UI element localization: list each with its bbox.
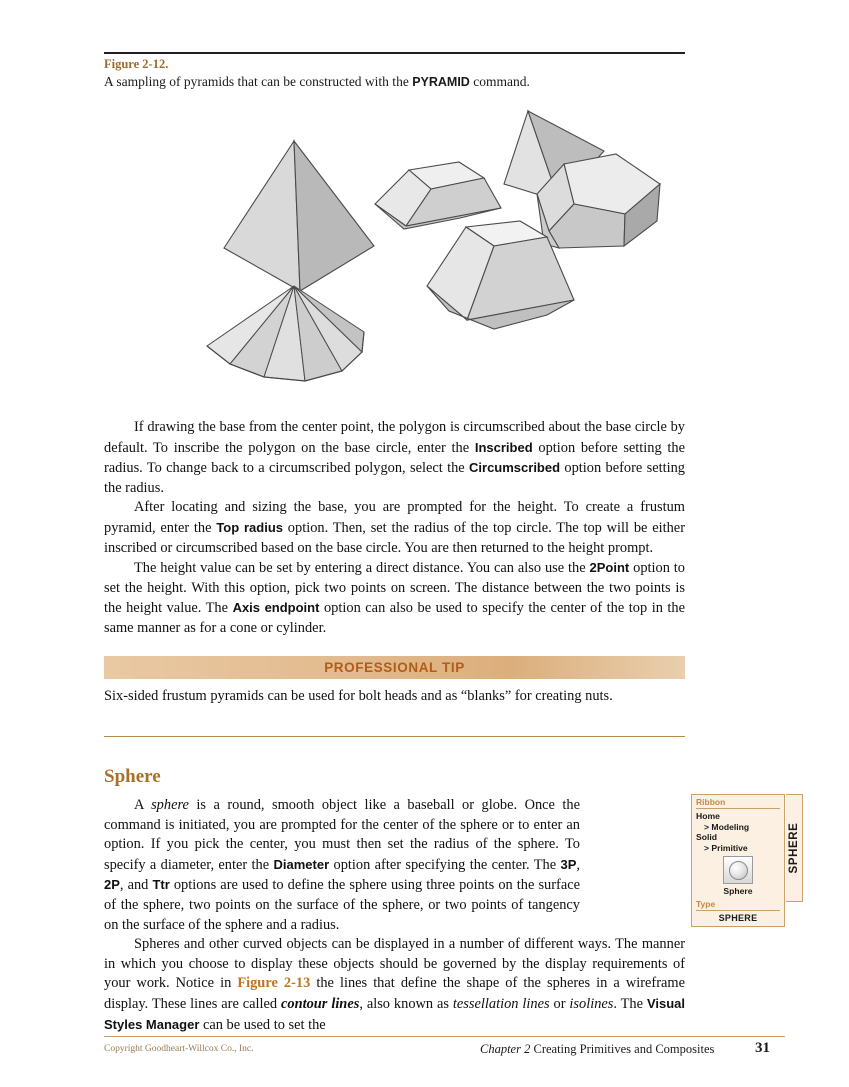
p3-option-2point: 2Point	[589, 560, 630, 576]
p1-option-circumscribed: Circumscribed	[469, 460, 561, 476]
sp2-seg-e: . The	[613, 995, 647, 1012]
body-paragraphs-sphere	[104, 796, 685, 1035]
ribbon-path-modeling: > Modeling	[704, 821, 750, 832]
sp2-seg-d: or	[549, 995, 570, 1012]
ribbon-callout	[691, 794, 785, 927]
paragraph-topradius	[104, 498, 685, 558]
ribbon-side-tab-label: SPHERE	[788, 822, 800, 874]
sphere-icon[interactable]	[723, 856, 753, 884]
sp2-term-contour-lines: contour lines	[281, 995, 360, 1012]
figure-caption-command: PYRAMID	[412, 75, 470, 89]
p3-seg-e: option can also be used to specify the center of the top in the same manner as for a cone or cylinder.	[104, 600, 685, 636]
paragraph-height	[104, 558, 685, 638]
figure-artwork-pyramids	[104, 96, 685, 396]
footer-chapter-title: Creating Primitives and Composites	[530, 1042, 715, 1056]
ribbon-command-name: SPHERE	[718, 913, 758, 923]
pyramid-polygonal-bottom-left	[207, 286, 364, 381]
ribbon-side-tab	[786, 794, 803, 902]
ribbon-callout-label: Ribbon	[696, 797, 726, 807]
p3-option-axisendpoint: Axis endpoint	[232, 600, 320, 616]
p1-seg-c: option before setting the radius. To change back to a circumscribed polygon, select the	[104, 439, 685, 477]
sp1-seg-b: is a round, smooth object like a baseball or globe. Once the command is initiated, you are prompted for the center of the sphere or to enter an option. If you pick the center, you must then set the radius of the sphere. To specify a diameter, enter the	[104, 797, 580, 873]
p1-seg-e: option before setting the radius.	[104, 460, 685, 496]
pyramid-frustum-upper-middle	[375, 162, 501, 229]
p2-seg-a: After locating and sizing the base, you are prompted for the height. To create a frustum pyramid, enter the	[104, 499, 685, 536]
sp1-option-2p: 2P	[104, 877, 120, 893]
figure-caption-prefix: A sampling of pyramids that can be constructed with the	[104, 74, 413, 89]
p3-seg-a: The height value can be set by entering a direct distance. You can also use the	[134, 560, 590, 577]
pyramid-tall-left	[224, 141, 374, 291]
sp1-seg-c3: , and	[119, 877, 153, 894]
sp2-seg-a: Spheres and other curved objects can be displayed in a number of different ways. The manner in which you choose to display these objects should be governed by the display requirements of your work. Notice in	[104, 936, 685, 992]
footer-rule	[104, 1036, 785, 1037]
sp2-term-isolines: isolines	[569, 995, 614, 1012]
p2-seg-c: option. Then, set the radius of the top circle. The top will be either inscribed or circumscribed based on the base circle. You are then returned to the height prompt.	[104, 519, 685, 556]
footer-copyright: Copyright Goodheart-Willcox Co., Inc.	[104, 1044, 254, 1054]
footer-chapter	[480, 1042, 714, 1057]
pyramids-svg	[104, 96, 685, 396]
sp1-option-3p: 3P	[560, 856, 577, 872]
sp1-seg-c2: ,	[576, 856, 580, 873]
sphere-icon-ball	[729, 861, 748, 880]
sp1-option-ttr: Ttr	[152, 877, 170, 893]
p1-option-inscribed: Inscribed	[474, 439, 533, 455]
sp1-seg-d: options are used to define the sphere using three points on the surface of the sphere, two points on the surface of the sphere, or two points of tangency on the surface of the sphere and a radius.	[104, 877, 580, 933]
professional-tip-text: Six-sided frustum pyramids can be used for bolt heads and as “blanks” for creating nuts.	[104, 688, 613, 704]
figure-number: Figure 2-12.	[104, 57, 169, 71]
sp1-seg-a: A	[134, 797, 152, 813]
footer-page-number: 31	[755, 1040, 770, 1056]
figure-caption-suffix: command.	[469, 74, 530, 89]
paragraph-inscribed	[104, 418, 685, 498]
professional-tip	[104, 656, 685, 707]
ribbon-callout-underline	[696, 808, 780, 809]
p1-seg-a: If drawing the base from the center point, the polygon is circumscribed about the base circle by default. To inscribe the polygon on the base circle, enter the	[104, 419, 685, 456]
sp1-seg-c: option after specifying the center. The	[329, 856, 561, 873]
ribbon-path-primitive: > Primitive	[704, 842, 748, 853]
sp2-seg-f: can be used to set the	[199, 1016, 326, 1033]
sp2-seg-c: , also known as	[359, 995, 453, 1012]
paragraph-sphere-display	[104, 935, 685, 1035]
figure-top-rule	[104, 52, 685, 54]
ribbon-type-underline	[696, 910, 780, 911]
figure-caption	[104, 56, 704, 91]
body-paragraphs-pyramid	[104, 418, 685, 639]
professional-tip-rule	[104, 736, 685, 737]
ribbon-type-label: Type	[696, 899, 716, 909]
p2-option-topradius: Top radius	[216, 519, 283, 535]
ribbon-path-home: Home	[696, 811, 720, 821]
professional-tip-title: PROFESSIONAL TIP	[104, 656, 685, 679]
sp2-term-tessellation: tessellation lines	[452, 995, 550, 1012]
sp1-term-sphere: sphere	[151, 797, 189, 813]
ribbon-path-solid: Solid	[696, 832, 718, 842]
section-heading-sphere: Sphere	[104, 766, 161, 787]
sp2-visual-styles-manager: Visual Styles Manager	[104, 995, 685, 1032]
figure-caption-text	[104, 74, 530, 89]
p3-seg-c: option to set the height. With this option, pick two points on screen. The distance between the two points is the height value. The	[104, 560, 685, 617]
ribbon-icon-label: Sphere	[723, 886, 753, 896]
ribbon-callout-spacer	[580, 796, 685, 926]
figure-2-13-link[interactable]: Figure 2-13	[237, 975, 311, 992]
sp2-seg-b: the lines that define the shape of the spheres in a wireframe display. These lines are called	[104, 975, 685, 1012]
footer-chapter-number: Chapter 2	[480, 1042, 531, 1056]
sp1-option-diameter: Diameter	[273, 856, 330, 872]
